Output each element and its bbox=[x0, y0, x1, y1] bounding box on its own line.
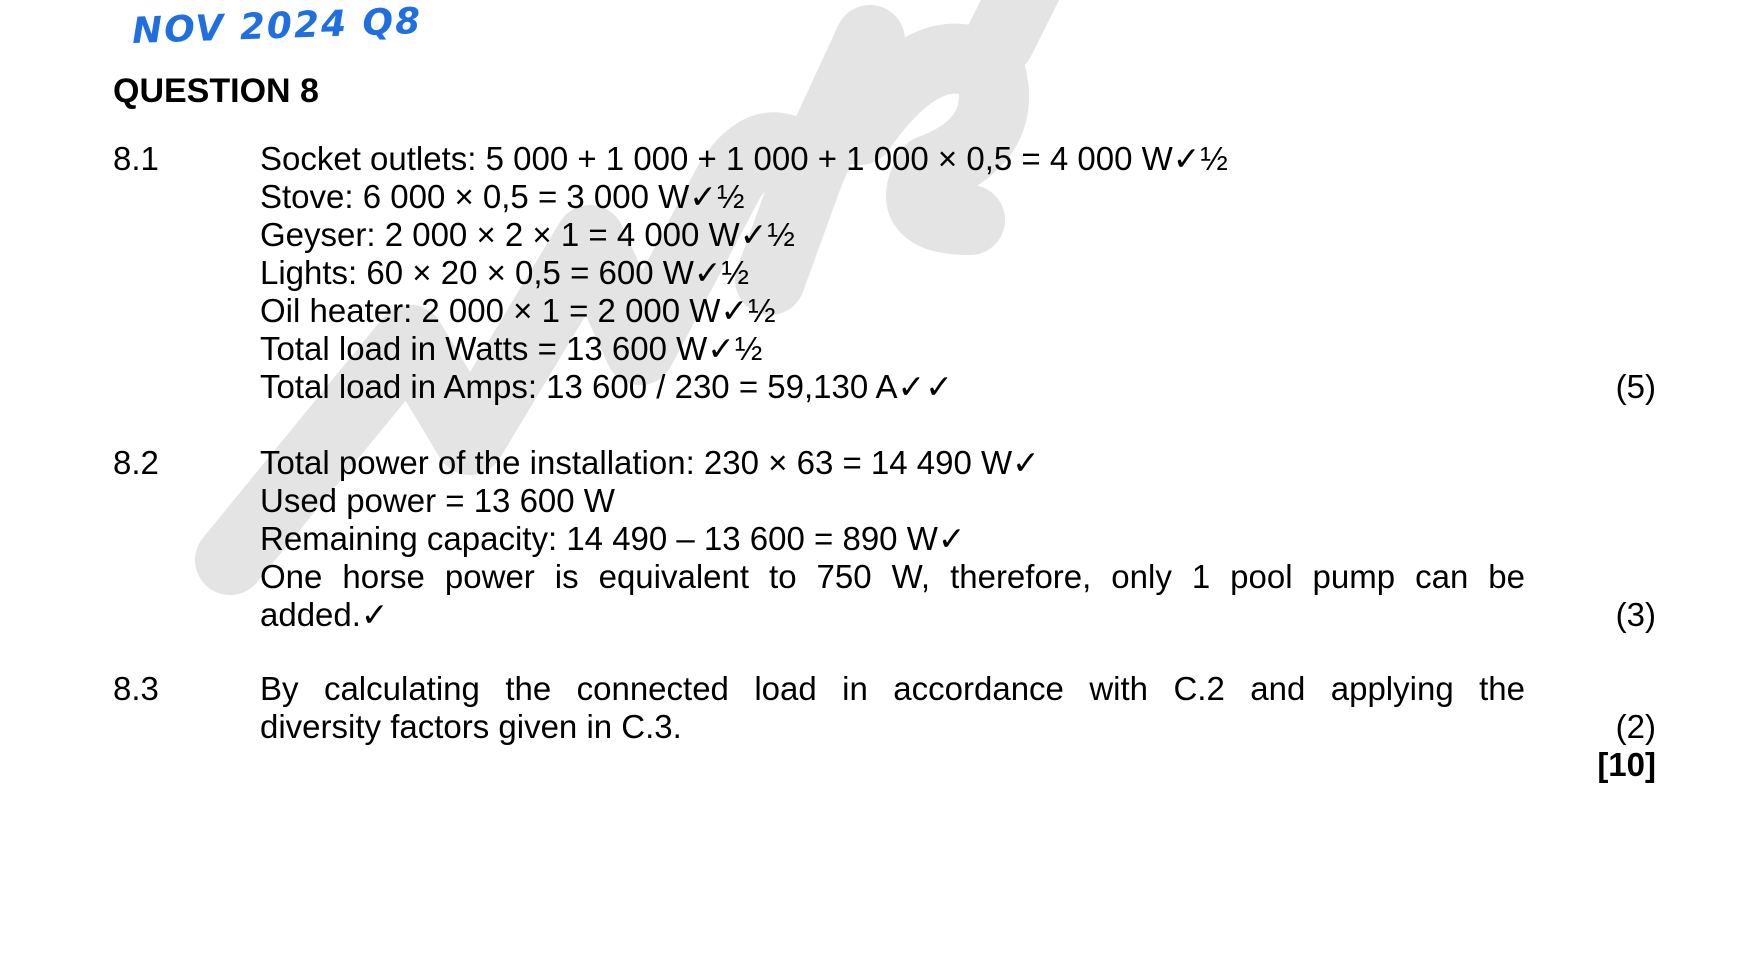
q83-marks: (2) bbox=[1615, 708, 1656, 745]
q83-line-1: By calculating the connected load in accordance with C.2 and applying the bbox=[260, 670, 1525, 707]
q82-line-total-power: Total power of the installation: 230 × 63 = 14 490 W✓ bbox=[260, 444, 1040, 481]
q82-marks: (3) bbox=[1615, 596, 1656, 633]
question-heading: QUESTION 8 bbox=[113, 72, 319, 110]
q81-line-oil-heater: Oil heater: 2 000 × 1 = 2 000 W✓½ bbox=[260, 292, 776, 329]
q81-line-geyser: Geyser: 2 000 × 2 × 1 = 4 000 W✓½ bbox=[260, 216, 795, 253]
q82-number: 8.2 bbox=[113, 444, 159, 481]
q81-line-total-amps: Total load in Amps: 13 600 / 230 = 59,130 A✓✓ bbox=[260, 368, 953, 405]
q81-marks: (5) bbox=[1615, 368, 1656, 405]
question-total-marks: [10] bbox=[1597, 746, 1656, 783]
q83-line-2: diversity factors given in C.3. bbox=[260, 708, 682, 745]
q81-number: 8.1 bbox=[113, 140, 159, 177]
q82-line-remaining: Remaining capacity: 14 490 – 13 600 = 890 W✓ bbox=[260, 520, 966, 557]
q82-line-horse-power: One horse power is equivalent to 750 W, therefore, only 1 pool pump can be bbox=[260, 558, 1525, 595]
q81-line-socket: Socket outlets: 5 000 + 1 000 + 1 000 + 1 000 × 0,5 = 4 000 W✓½ bbox=[260, 140, 1228, 177]
handwritten-note: NOV 2024 Q8 bbox=[131, 0, 423, 53]
q81-line-stove: Stove: 6 000 × 0,5 = 3 000 W✓½ bbox=[260, 178, 745, 215]
q83-number: 8.3 bbox=[113, 670, 159, 707]
q82-line-used-power: Used power = 13 600 W bbox=[260, 482, 615, 519]
q82-line-added: added.✓ bbox=[260, 596, 389, 633]
q81-line-lights: Lights: 60 × 20 × 0,5 = 600 W✓½ bbox=[260, 254, 750, 291]
q81-line-total-watts: Total load in Watts = 13 600 W✓½ bbox=[260, 330, 763, 367]
